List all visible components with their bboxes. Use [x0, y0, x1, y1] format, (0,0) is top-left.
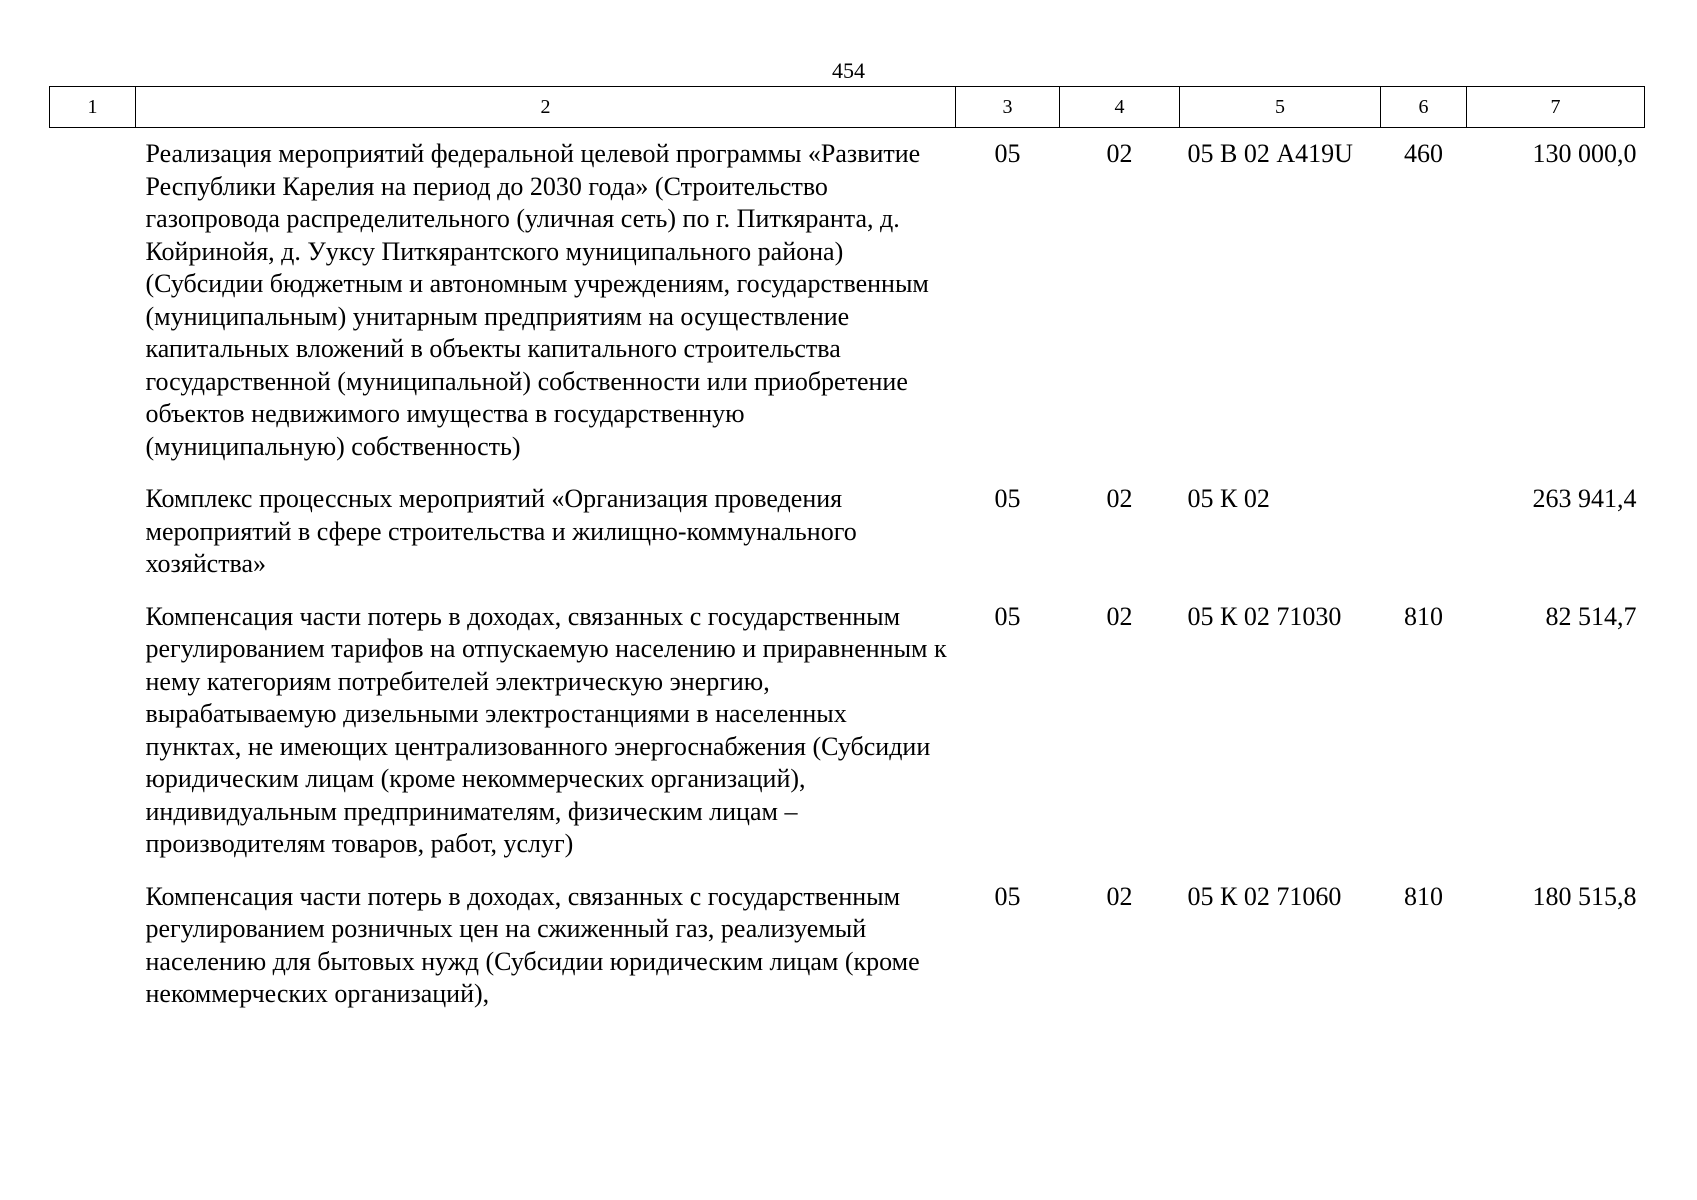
row-expense-type: [1381, 473, 1467, 591]
row-section-code: 05: [994, 139, 1021, 168]
row-section-code: 05: [994, 484, 1021, 513]
row-number-cell: [50, 473, 136, 591]
table-row: [50, 128, 1645, 474]
row-target-article: 05 К 02 71030: [1187, 601, 1342, 631]
row-section-code: 05: [994, 601, 1021, 631]
header-col-5: 5: [1180, 87, 1381, 128]
row-subsection-code: 02: [1106, 601, 1133, 631]
table-row: [50, 871, 1645, 1021]
header-col-1: 1: [50, 87, 136, 128]
header-col-3: 3: [956, 87, 1060, 128]
table-row: [50, 591, 1645, 871]
row-expense-type: 810: [1404, 881, 1443, 911]
page-number: 454: [832, 58, 865, 83]
row-description: Компенсация части потерь в доходах, связанных с государственным регулированием тарифов на отпускаемую населению и приравненным к нему категориям потребителей электрическую энергию, вырабатываемую дизельными электростанциями в населенных пунктах, не имеющих централизованного энергоснабжения (Субсидии юридическим лицам (кроме некоммерческих организаций), индивидуальным предпринимателям, физическим лицам – производителям товаров, работ, услуг): [145, 601, 947, 858]
row-subsection-code: 02: [1106, 139, 1133, 168]
row-expense-type: 810: [1404, 601, 1443, 631]
row-subsection-code: 02: [1106, 484, 1133, 513]
row-description: Компенсация части потерь в доходах, связанных с государственным регулированием розничных цен на сжиженный газ, реализуемый населению для бытовых нужд (Субсидии юридическим лицам (кроме некоммерческих организаций),: [145, 881, 920, 1008]
row-number-cell: [50, 128, 136, 474]
table-row: [50, 473, 1645, 591]
row-number-cell: [50, 871, 136, 1021]
row-target-article: 05 К 02: [1187, 484, 1270, 513]
header-row: [50, 87, 1645, 128]
row-description: Комплекс процессных мероприятий «Организация проведения мероприятий в сфере строительства и жилищно-коммунального хозяйства»: [145, 484, 857, 578]
row-subsection-code: 02: [1106, 881, 1133, 911]
row-section-code: 05: [994, 881, 1021, 911]
row-description: Реализация мероприятий федеральной целевой программы «Развитие Республики Карелия на период до 2030 года» (Строительство газопровода распределительного (уличная сеть) по г. Питкяранта, д. Койринойя, д. Ууксу Питкярантского муниципального района) (Субсидии бюджетным и автономным учреждениям, государственным (муниципальным) унитарным предприятиям на осуществление капитальных вложений в объекты капитального строительства государственной (муниципальной) собственности или приобретение объектов недвижимого имущества в государственную (муниципальную) собственность): [145, 139, 929, 461]
header-col-7: 7: [1467, 87, 1645, 128]
budget-table: [49, 86, 1645, 1021]
row-target-article: 05 К 02 71060: [1187, 881, 1342, 911]
row-amount: 130 000,0: [1532, 139, 1637, 168]
row-amount: 180 515,8: [1532, 881, 1637, 911]
row-amount: 263 941,4: [1532, 484, 1637, 513]
row-amount: 82 514,7: [1545, 601, 1637, 631]
row-target-article: 05 В 02 A419U: [1187, 139, 1353, 168]
header-col-6: 6: [1381, 87, 1467, 128]
header-col-2: 2: [136, 87, 956, 128]
header-col-4: 4: [1060, 87, 1180, 128]
row-expense-type: 460: [1404, 139, 1443, 168]
row-number-cell: [50, 591, 136, 871]
